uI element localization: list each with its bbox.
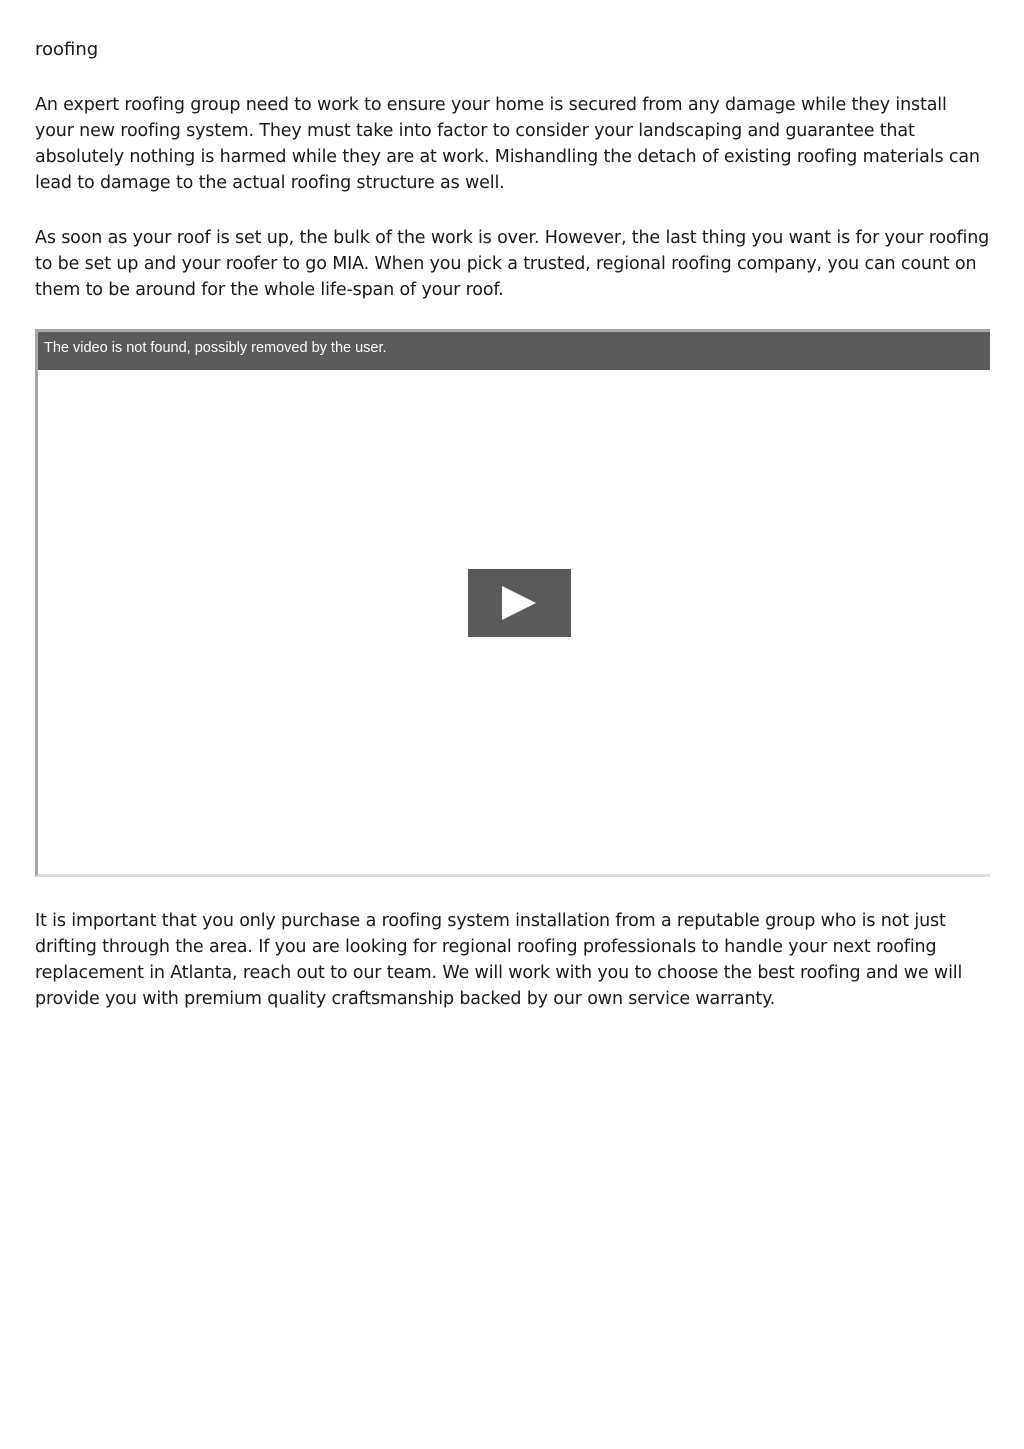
paragraph-2: As soon as your roof is set up, the bulk of the work is over. However, the last thing you want is for your roofing to be set up and your roofer to go MIA. When you pick a trusted, regional roofing company, you can count on them to be around for the whole life-span of your roof. <box>35 228 990 300</box>
document-title: roofing <box>35 39 99 60</box>
video-not-found-message: The video is not found, possibly removed by the user. <box>44 340 387 356</box>
play-icon <box>502 586 536 620</box>
play-button[interactable] <box>468 569 571 637</box>
paragraph-3: It is important that you only purchase a roofing system installation from a reputable group who is not just drifting through the area. If you are looking for regional roofing professionals to handle your next roofing replacement in Atlanta, reach out to our team. We will work with you to choose the best roofing and we will provide you with premium quality craftsmanship backed by our own service warranty. <box>35 911 963 1009</box>
video-title-bar <box>38 332 990 370</box>
video-embed[interactable] <box>35 329 990 877</box>
paragraph-1: An expert roofing group need to work to ensure your home is secured from any damage while they install your new roofing system. They must take into factor to consider your landscaping and guarantee that absolutely nothing is harmed while they are at work. Mishandling the detach of existing roofing materials can lead to damage to the actual roofing structure as well. <box>35 95 980 193</box>
